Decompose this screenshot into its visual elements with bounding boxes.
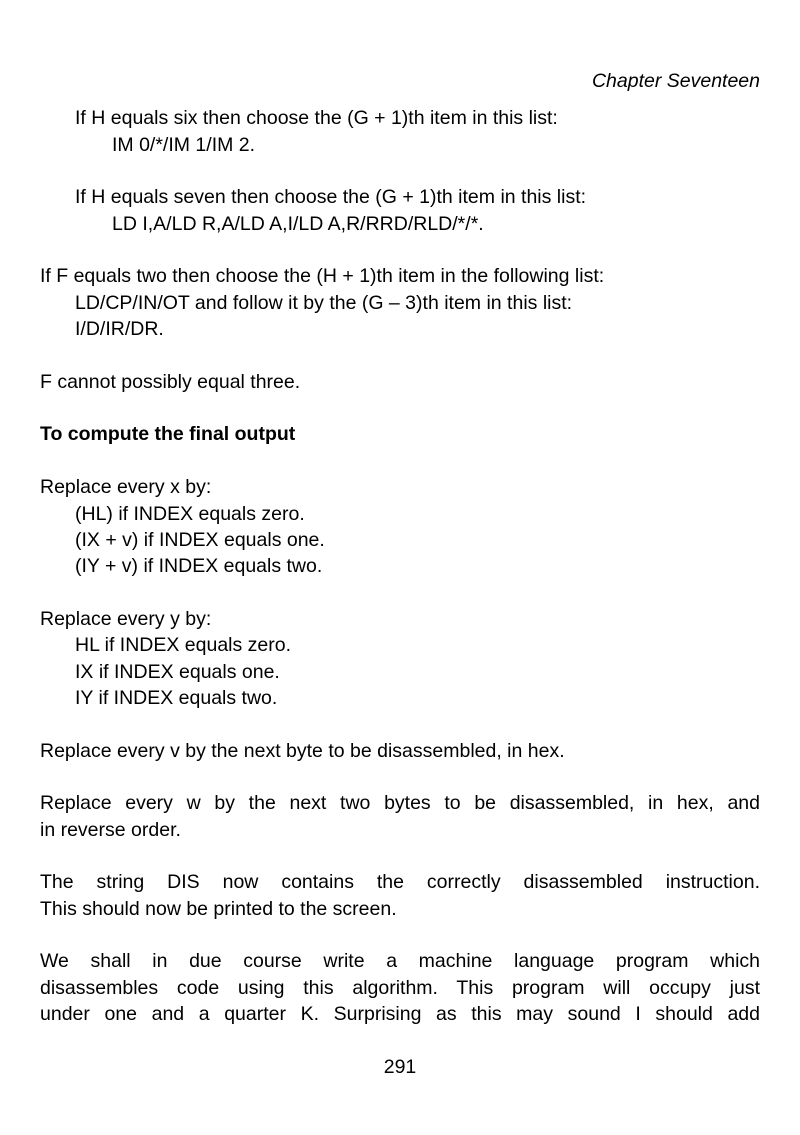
text-line: Replace every v by the next byte to be disassembled, in hex. <box>40 739 565 762</box>
paragraph-group <box>40 790 760 843</box>
text-line: If F equals two then choose the (H + 1)th item in the following list: <box>40 265 605 288</box>
text-line: under one and a quarter K. Surprising as this may sound I should add <box>40 1003 760 1026</box>
paragraph-group <box>40 948 760 1027</box>
paragraph-group <box>40 184 760 237</box>
text-line: If H equals six then choose the (G + 1)th item in this list: <box>75 107 558 130</box>
text-line: HL if INDEX equals zero. <box>75 634 292 657</box>
paragraph-group <box>40 869 760 922</box>
text-line: disassembles code using this algorithm. This program will occupy just <box>40 976 760 999</box>
text-line: in reverse order. <box>40 818 181 841</box>
paragraph-group <box>40 421 760 447</box>
paragraph-group <box>40 738 760 764</box>
paragraph-group <box>40 606 760 711</box>
text-line: (IX + v) if INDEX equals one. <box>75 528 325 551</box>
text-line: Replace every w by the next two bytes to be disassembled, in hex, and <box>40 792 760 815</box>
text-line: Replace every y by: <box>40 607 212 630</box>
section-heading: To compute the final output <box>40 423 296 446</box>
text-line: F cannot possibly equal three. <box>40 370 301 393</box>
text-line: IX if INDEX equals one. <box>75 660 280 683</box>
text-line: LD I,A/LD R,A/LD A,I/LD A,R/RRD/RLD/*/*. <box>112 212 484 235</box>
chapter-header: Chapter Seventeen <box>591 70 760 92</box>
text-line: LD/CP/IN/OT and follow it by the (G – 3)th item in this list: <box>75 291 573 314</box>
text-line: Replace every x by: <box>40 476 212 499</box>
text-line: The string DIS now contains the correctly disassembled instruction. <box>40 871 760 894</box>
text-line: (IY + v) if INDEX equals two. <box>75 555 323 578</box>
paragraph-group <box>40 474 760 579</box>
text-line: (HL) if INDEX equals zero. <box>75 502 305 525</box>
text-line: I/D/IR/DR. <box>75 318 164 341</box>
text-line: We shall in due course write a machine language program which <box>40 950 760 973</box>
paragraph-group <box>40 105 760 158</box>
paragraph-group <box>40 263 760 342</box>
page-number: 291 <box>383 1055 417 1078</box>
page-content <box>40 105 760 1027</box>
text-line: IM 0/*/IM 1/IM 2. <box>112 133 256 156</box>
paragraph-group <box>40 369 760 395</box>
text-line: This should now be printed to the screen. <box>40 897 397 920</box>
text-line: If H equals seven then choose the (G + 1)th item in this list: <box>75 186 587 209</box>
text-line: IY if INDEX equals two. <box>75 686 278 709</box>
